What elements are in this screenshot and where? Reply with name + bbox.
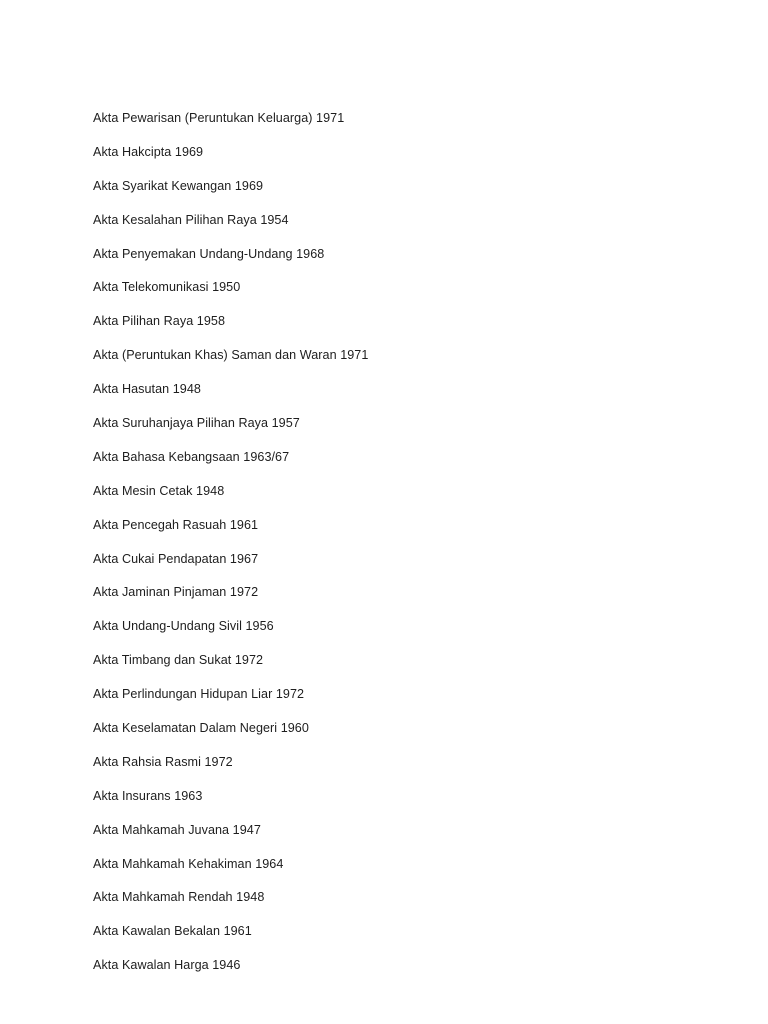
list-item: Akta Bahasa Kebangsaan 1963/67 (93, 449, 290, 464)
list-item: Akta Jaminan Pinjaman 1972 (93, 585, 259, 600)
list-item: Akta Rahsia Rasmi 1972 (93, 754, 233, 769)
list-item: Akta Pilihan Raya 1958 (93, 314, 226, 329)
list-item: Akta Mahkamah Kehakiman 1964 (93, 856, 284, 871)
list-item: Akta Suruhanjaya Pilihan Raya 1957 (93, 416, 300, 431)
list-item: Akta Mesin Cetak 1948 (93, 483, 225, 498)
list-item: Akta Penyemakan Undang-Undang 1968 (93, 246, 325, 261)
list-item: Akta Pewarisan (Peruntukan Keluarga) 1971 (93, 111, 345, 125)
list-item: Akta Cukai Pendapatan 1967 (93, 551, 259, 566)
list-item: Akta Kawalan Harga 1946 (93, 958, 241, 973)
list-item: Akta Telekomunikasi 1950 (93, 280, 241, 295)
list-item: Akta Syarikat Kewangan 1969 (93, 178, 264, 193)
list-item: Akta Pencegah Rasuah 1961 (93, 517, 259, 532)
acts-list (93, 110, 368, 991)
list-item: Akta Undang-Undang Sivil 1956 (93, 619, 274, 634)
list-item: Akta (Peruntukan Khas) Saman dan Waran 1971 (93, 348, 369, 363)
list-item: Akta Timbang dan Sukat 1972 (93, 653, 264, 668)
list-item: Akta Hakcipta 1969 (93, 144, 204, 159)
list-item: Akta Keselamatan Dalam Negeri 1960 (93, 721, 309, 736)
list-item: Akta Hasutan 1948 (93, 382, 201, 397)
list-item: Akta Mahkamah Rendah 1948 (93, 890, 265, 905)
list-item: Akta Mahkamah Juvana 1947 (93, 822, 261, 837)
list-item: Akta Insurans 1963 (93, 788, 203, 803)
list-item: Akta Kesalahan Pilihan Raya 1954 (93, 212, 289, 227)
list-item: Akta Perlindungan Hidupan Liar 1972 (93, 687, 305, 702)
list-item: Akta Kawalan Bekalan 1961 (93, 924, 252, 939)
